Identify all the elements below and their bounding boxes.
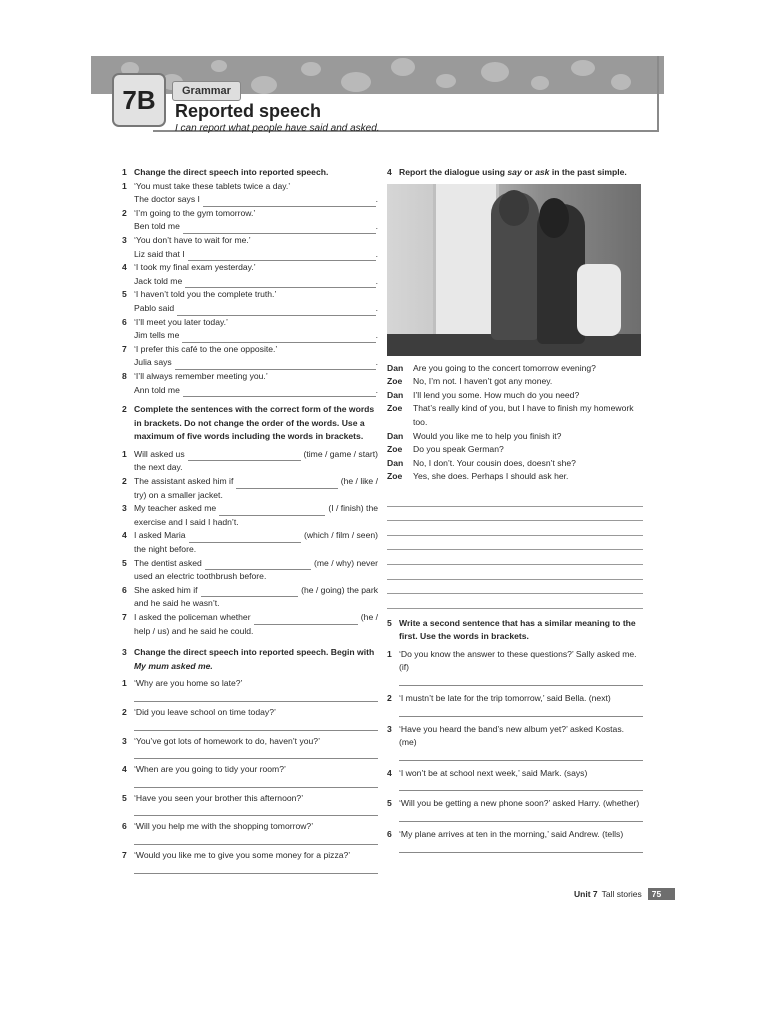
exercise-item bbox=[122, 207, 378, 221]
dialogue-line bbox=[387, 443, 643, 457]
item-number: 1 bbox=[122, 180, 127, 191]
item-number: 7 bbox=[122, 612, 127, 622]
answer-line: Liz said that I . bbox=[134, 248, 378, 262]
dialogue-line bbox=[387, 375, 643, 389]
answer-line: Ann told me . bbox=[134, 384, 378, 398]
answer-blank[interactable] bbox=[134, 777, 378, 788]
item-lead: Jack told me bbox=[134, 275, 183, 286]
answer-blank[interactable] bbox=[182, 332, 375, 343]
answer-blank[interactable] bbox=[399, 675, 643, 686]
answer-blank[interactable] bbox=[188, 450, 301, 461]
item-number: 3 bbox=[122, 503, 127, 514]
item-number: 1 bbox=[122, 678, 127, 689]
answer-blank[interactable] bbox=[134, 691, 378, 702]
answer-blank[interactable] bbox=[175, 359, 376, 370]
answer-line: Jim tells me . bbox=[134, 329, 378, 343]
answer-blank[interactable] bbox=[134, 805, 378, 816]
item-text: The dentist asked bbox=[134, 557, 202, 568]
exercise-5-list bbox=[387, 648, 643, 859]
exercise-item bbox=[387, 828, 643, 842]
item-text: The assistant asked him if bbox=[134, 476, 234, 487]
item-words: (he / like / bbox=[340, 476, 378, 487]
dialogue-line bbox=[387, 470, 643, 484]
item-lead: Liz said that I bbox=[134, 248, 185, 259]
answer-blank[interactable] bbox=[219, 505, 325, 516]
answer-blank[interactable] bbox=[399, 842, 643, 853]
exercise-item bbox=[122, 475, 378, 489]
item-quote: ‘Why are you home so late?’ bbox=[134, 678, 243, 689]
item-continuation: used an electric toothbrush before. bbox=[134, 571, 267, 582]
item-number: 7 bbox=[122, 849, 127, 860]
item-quote: ‘Have you heard the band’s new album yet?’ asked Kostas. (me) bbox=[399, 723, 625, 748]
exercise-item bbox=[122, 763, 378, 777]
item-number: 1 bbox=[387, 648, 392, 659]
item-quote: ‘I’ll meet you later today.’ bbox=[134, 316, 228, 327]
exercise-4-heading: 4 Report the dialogue using say or ask in the past simple. bbox=[387, 167, 627, 177]
answer-blank[interactable] bbox=[203, 196, 376, 207]
item-number: 1 bbox=[122, 448, 127, 459]
item-words: (he / going) the park bbox=[301, 584, 378, 595]
exercise-item bbox=[122, 529, 378, 543]
dialogue-text: Are you going to the concert tomorrow evening? bbox=[413, 362, 596, 373]
item-quote: ‘You’ve got lots of homework to do, haven’t you?’ bbox=[134, 735, 320, 746]
exercise-3-list bbox=[122, 677, 378, 877]
item-text: Will asked us bbox=[134, 448, 185, 459]
answer-blank[interactable] bbox=[201, 586, 299, 597]
item-number: 6 bbox=[122, 316, 127, 327]
exercise-item bbox=[122, 849, 378, 863]
item-number: 3 bbox=[122, 234, 127, 245]
item-words: (he / bbox=[360, 612, 378, 622]
page-subtitle: I can report what people have said and asked. bbox=[175, 123, 380, 134]
item-quote: ‘I’ll always remember meeting you.’ bbox=[134, 370, 268, 381]
item-quote: ‘Have you seen your brother this afternoon?’ bbox=[134, 792, 304, 803]
exercise-item bbox=[122, 735, 378, 749]
dialogue-text: No, I don’t. Your cousin does, doesn’t she? bbox=[413, 457, 576, 468]
item-number: 4 bbox=[122, 530, 127, 541]
exercise-item bbox=[122, 180, 378, 194]
exercise-item bbox=[122, 234, 378, 248]
item-number: 4 bbox=[387, 767, 392, 778]
item-text: I asked the policeman whether bbox=[134, 612, 251, 622]
exercise-item bbox=[122, 370, 378, 384]
item-continuation: and he said he wasn’t. bbox=[134, 598, 220, 609]
dialogue bbox=[387, 362, 643, 484]
item-quote: ‘Did you leave school on time today?’ bbox=[134, 706, 276, 717]
page-title: Reported speech bbox=[175, 101, 322, 121]
item-text: She asked him if bbox=[134, 584, 198, 595]
answer-blank[interactable] bbox=[134, 834, 378, 845]
dialogue-line bbox=[387, 389, 643, 403]
speaker: Zoe bbox=[387, 376, 403, 387]
item-continuation: the next day. bbox=[134, 462, 183, 473]
dialogue-text: No, I’m not. I haven’t got any money. bbox=[413, 376, 553, 387]
exercise-item bbox=[122, 706, 378, 720]
exercise-2-heading: 2 Complete the sentences with the correct form of the words in brackets. Do not change the order of the words. Use a maximum of five words including the words in brackets. bbox=[122, 404, 375, 442]
answer-blank[interactable] bbox=[134, 720, 378, 731]
speaker: Dan bbox=[387, 389, 404, 400]
photo-two-teenagers bbox=[387, 184, 641, 356]
exercise-item bbox=[387, 797, 643, 811]
exercise-3-heading: 3 Change the direct speech into reported speech. Begin with My mum asked me. bbox=[122, 647, 375, 671]
item-number: 5 bbox=[122, 792, 127, 803]
item-quote: ‘Will you help me with the shopping tomorrow?’ bbox=[134, 821, 314, 832]
item-quote: ‘You must take these tablets twice a day.’ bbox=[134, 180, 291, 191]
answer-blank[interactable] bbox=[399, 750, 643, 761]
exercise-item bbox=[122, 820, 378, 834]
exercise-item bbox=[122, 792, 378, 806]
item-continuation: exercise and I said I hadn’t. bbox=[134, 516, 239, 527]
exercise-item bbox=[122, 677, 378, 691]
exercise-item bbox=[122, 316, 378, 330]
section-tag: Grammar bbox=[172, 81, 241, 101]
item-lead: The doctor says I bbox=[134, 194, 200, 205]
item-number: 5 bbox=[122, 289, 127, 300]
item-number: 2 bbox=[387, 693, 392, 704]
dialogue-text: I’ll lend you some. How much do you need? bbox=[413, 389, 580, 400]
item-number: 4 bbox=[122, 262, 127, 273]
exercise-item bbox=[122, 502, 378, 516]
unit-code-badge: 7B bbox=[112, 73, 166, 127]
item-number: 2 bbox=[122, 207, 127, 218]
right-column bbox=[387, 166, 643, 859]
dialogue-line bbox=[387, 457, 643, 471]
item-quote: ‘Do you know the answer to these questions?’ Sally asked me. (if) bbox=[399, 648, 637, 673]
answer-blank[interactable] bbox=[254, 614, 358, 625]
item-quote: ‘I prefer this café to the one opposite.’ bbox=[134, 343, 278, 354]
page-number: 75 bbox=[648, 888, 675, 900]
answer-blank[interactable] bbox=[185, 277, 375, 288]
answer-blank[interactable] bbox=[188, 250, 376, 261]
dialogue-line bbox=[387, 362, 643, 376]
item-continuation: try) on a smaller jacket. bbox=[134, 489, 223, 500]
answer-blank[interactable] bbox=[205, 559, 311, 570]
item-words: (I / finish) the bbox=[328, 503, 378, 514]
exercise-item bbox=[122, 261, 378, 275]
dialogue-line bbox=[387, 402, 643, 429]
answer-blank[interactable] bbox=[134, 863, 378, 874]
answer-line: Ben told me . bbox=[134, 220, 378, 234]
speaker: Zoe bbox=[387, 444, 403, 455]
answer-line: The doctor says I . bbox=[134, 193, 378, 207]
exercise-item bbox=[387, 723, 643, 750]
answer-blank[interactable] bbox=[177, 305, 375, 316]
item-words: (me / why) never bbox=[314, 557, 378, 568]
exercise-item bbox=[387, 648, 643, 675]
dialogue-text: Yes, she does. Perhaps I should ask her. bbox=[413, 471, 569, 482]
exercise-item bbox=[122, 288, 378, 302]
item-quote: ‘I took my final exam yesterday.’ bbox=[134, 262, 256, 273]
dialogue-text: That’s really kind of you, but I have to finish my homework too. bbox=[413, 403, 634, 427]
item-lead: Julia says bbox=[134, 357, 172, 368]
footer-unit: Unit 7 bbox=[574, 889, 598, 899]
item-text: My teacher asked me bbox=[134, 503, 217, 514]
exercise-item bbox=[122, 584, 378, 598]
item-lead: Ben told me bbox=[134, 221, 180, 232]
exercise-item bbox=[122, 343, 378, 357]
item-lead: Jim tells me bbox=[134, 330, 180, 341]
exercise-5-heading: 5 Write a second sentence that has a similar meaning to the first. Use the words in brackets. bbox=[387, 617, 636, 642]
answer-line: Julia says . bbox=[134, 356, 378, 370]
footer-unit-title: Tall stories bbox=[601, 889, 642, 899]
item-number: 3 bbox=[122, 735, 127, 746]
exercise-1-list bbox=[122, 180, 378, 398]
speaker: Zoe bbox=[387, 403, 403, 414]
item-words: (time / game / start) bbox=[303, 448, 378, 459]
item-number: 5 bbox=[122, 557, 127, 568]
item-words: (which / film / seen) bbox=[303, 530, 378, 541]
answer-blank[interactable] bbox=[399, 706, 643, 717]
item-quote: ‘Will you be getting a new phone soon?’ asked Harry. (whether) bbox=[399, 798, 640, 809]
item-text: I asked Maria bbox=[134, 530, 186, 541]
item-quote: ‘I’m going to the gym tomorrow.’ bbox=[134, 207, 256, 218]
answer-line: Jack told me . bbox=[134, 275, 378, 289]
exercise-item bbox=[387, 692, 643, 706]
item-quote: ‘Would you like me to give you some money for a pizza?’ bbox=[134, 849, 351, 860]
item-continuation: the night before. bbox=[134, 544, 197, 555]
exercise-item bbox=[122, 448, 378, 462]
dialogue-text: Would you like me to help you finish it? bbox=[413, 430, 562, 441]
item-number: 6 bbox=[122, 584, 127, 595]
item-number: 2 bbox=[122, 476, 127, 487]
answer-lines[interactable] bbox=[387, 492, 643, 609]
item-lead: Ann told me bbox=[134, 384, 180, 395]
item-quote: ‘When are you going to tidy your room?’ bbox=[134, 764, 286, 775]
item-lead: Pablo said bbox=[134, 302, 175, 313]
item-number: 6 bbox=[122, 821, 127, 832]
item-quote: ‘I won’t be at school next week,’ said Mark. (says) bbox=[399, 767, 588, 778]
answer-blank[interactable] bbox=[134, 748, 378, 759]
item-number: 5 bbox=[387, 798, 392, 809]
exercise-1-heading: 1 Change the direct speech into reported speech. bbox=[122, 167, 329, 177]
exercise-2-list bbox=[122, 448, 378, 638]
answer-blank[interactable] bbox=[183, 223, 376, 234]
exercise-item bbox=[122, 557, 378, 571]
item-number: 7 bbox=[122, 343, 127, 354]
speaker: Dan bbox=[387, 362, 404, 373]
speaker: Dan bbox=[387, 430, 404, 441]
item-number: 4 bbox=[122, 764, 127, 775]
item-continuation: help / us) and he said he could. bbox=[134, 625, 254, 636]
item-number: 6 bbox=[387, 829, 392, 840]
item-number: 8 bbox=[122, 370, 127, 381]
item-quote: ‘You don’t have to wait for me.’ bbox=[134, 234, 251, 245]
left-column bbox=[122, 166, 378, 878]
answer-line: Pablo said . bbox=[134, 302, 378, 316]
speaker: Dan bbox=[387, 457, 404, 468]
item-number: 3 bbox=[387, 723, 392, 734]
answer-blank[interactable] bbox=[399, 780, 643, 791]
exercise-item bbox=[387, 767, 643, 781]
answer-blank[interactable] bbox=[236, 478, 337, 489]
dialogue-line bbox=[387, 430, 643, 444]
answer-blank[interactable] bbox=[189, 532, 301, 543]
item-quote: ‘I haven’t told you the complete truth.’ bbox=[134, 289, 277, 300]
dialogue-text: Do you speak German? bbox=[413, 444, 504, 455]
item-quote: ‘I mustn’t be late for the trip tomorrow,’ said Bella. (next) bbox=[399, 693, 611, 704]
item-number: 2 bbox=[122, 706, 127, 717]
answer-blank[interactable] bbox=[399, 811, 643, 822]
item-quote: ‘My plane arrives at ten in the morning,’ said Andrew. (tells) bbox=[399, 829, 624, 840]
answer-blank[interactable] bbox=[183, 386, 376, 397]
exercise-item bbox=[122, 611, 378, 625]
page-footer bbox=[574, 888, 675, 900]
speaker: Zoe bbox=[387, 471, 403, 482]
